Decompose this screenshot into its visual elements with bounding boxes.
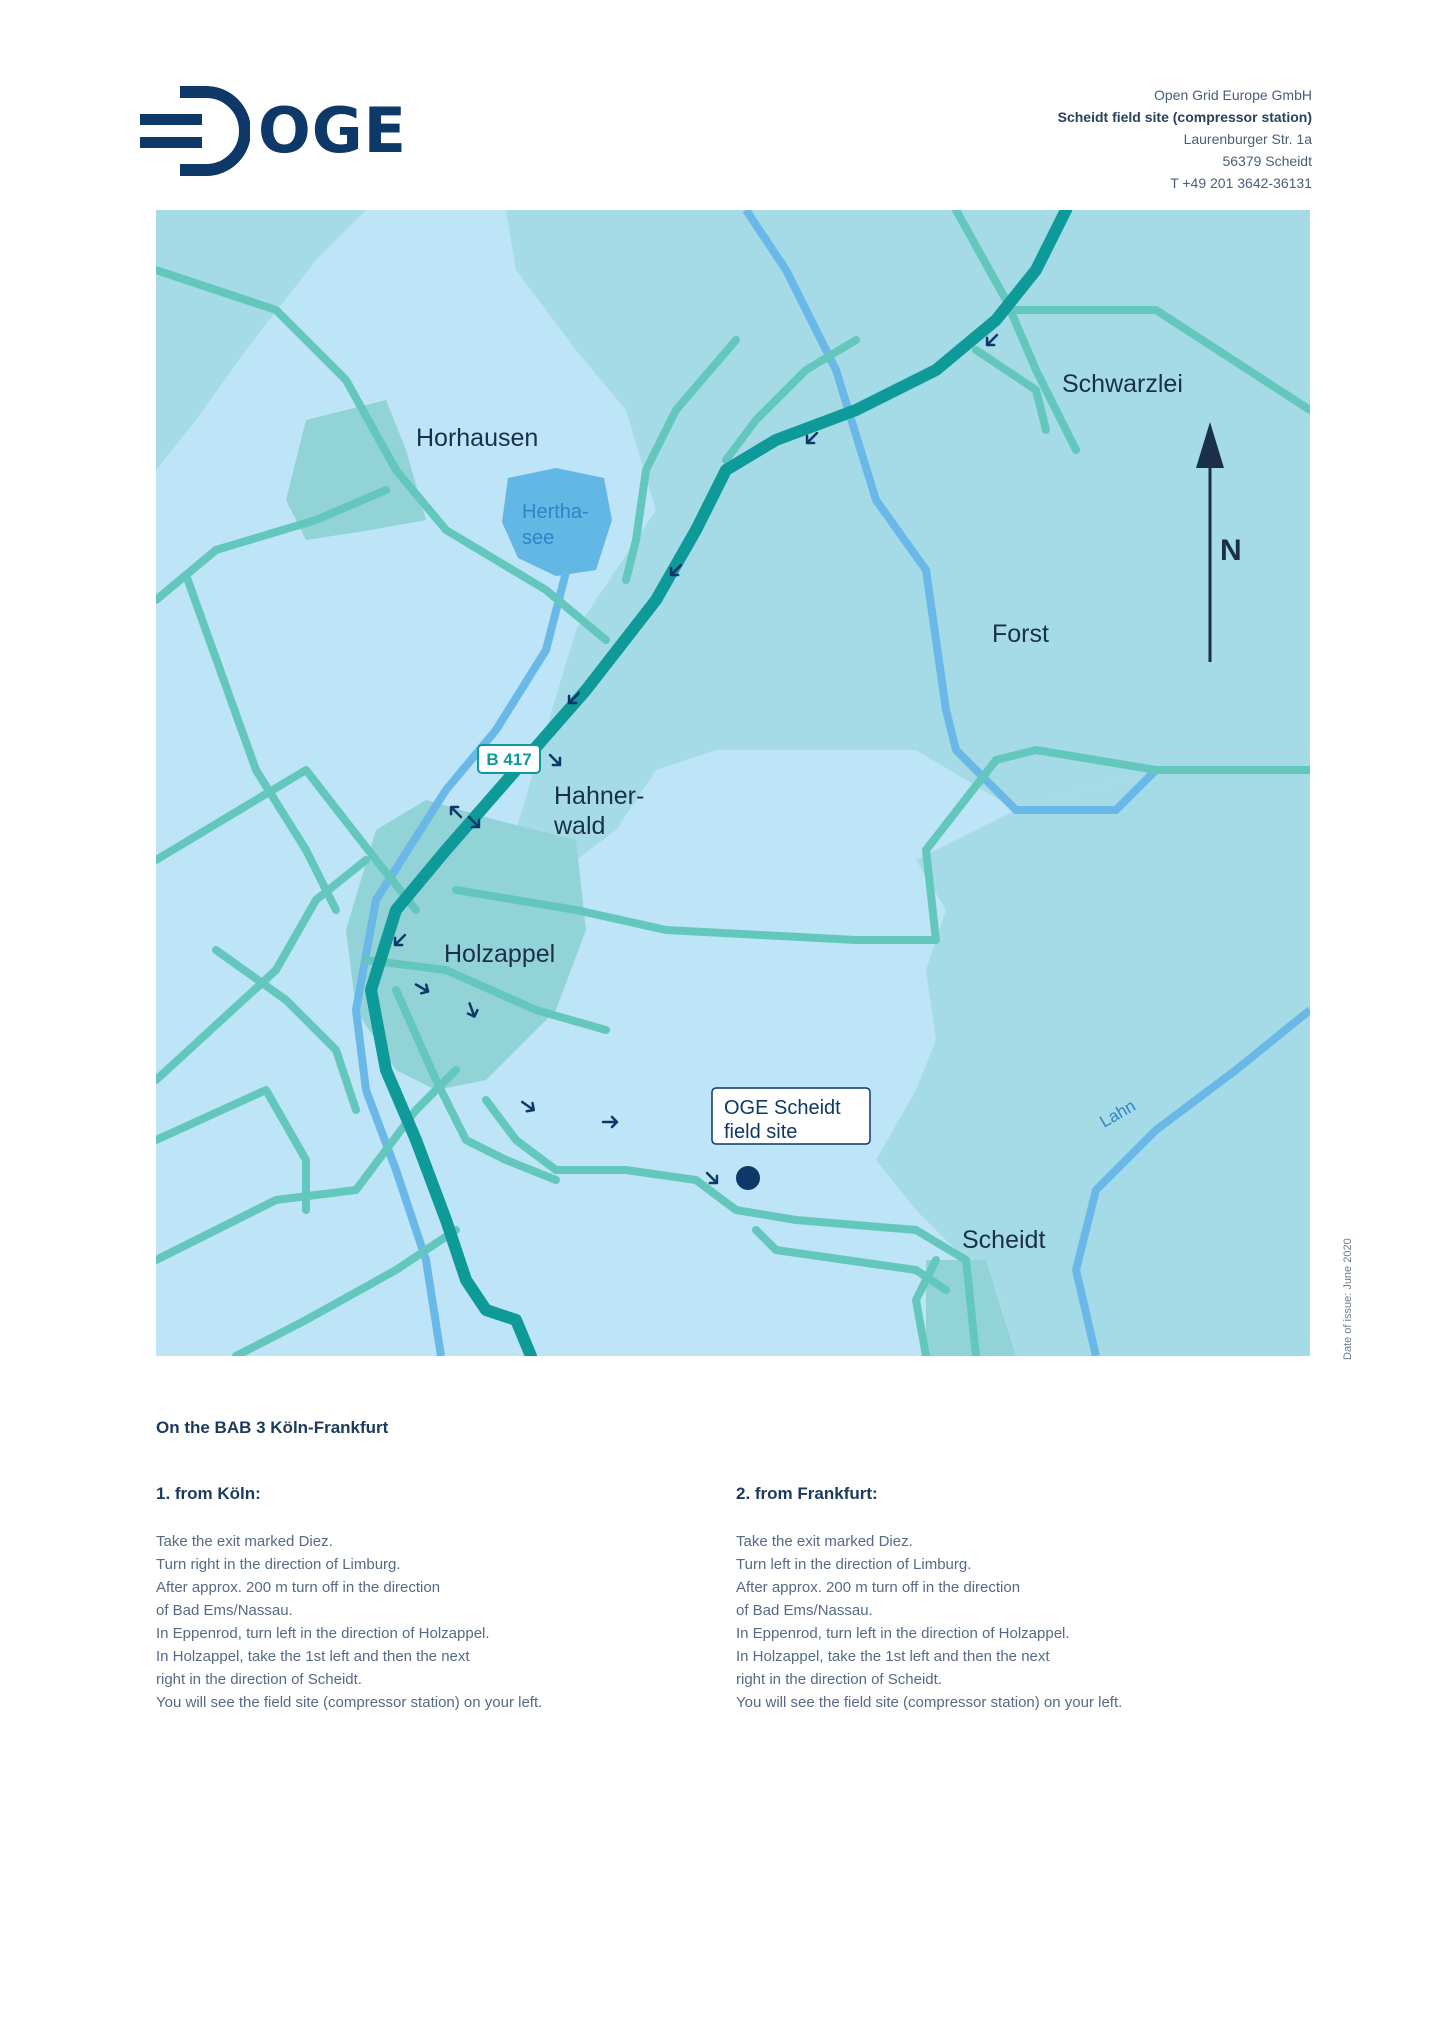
frankfurt-line: You will see the field site (compressor station) on your left. bbox=[736, 1694, 1123, 1711]
route-title: On the BAB 3 Köln-Frankfurt bbox=[156, 1418, 389, 1437]
logo-wordmark: OGE bbox=[258, 94, 407, 167]
street: Laurenburger Str. 1a bbox=[1183, 131, 1312, 147]
site-marker-icon bbox=[736, 1166, 760, 1190]
oge-logo-icon bbox=[140, 86, 250, 176]
label-hahnerwald-line2: wald bbox=[554, 812, 606, 840]
heading-from-frankfurt: 2. from Frankfurt: bbox=[736, 1484, 878, 1503]
site-name: Scheidt field site (compressor station) bbox=[1057, 109, 1312, 125]
label-lahn: Lahn bbox=[1096, 1096, 1139, 1132]
phone: T +49 201 3642-36131 bbox=[1170, 175, 1312, 191]
frankfurt-line: In Holzappel, take the 1st left and then the next bbox=[736, 1648, 1050, 1665]
frankfurt-line: In Eppenrod, turn left in the direction of Holzappel. bbox=[736, 1625, 1070, 1642]
directions-from-frankfurt bbox=[736, 1484, 1296, 1714]
company-name: Open Grid Europe GmbH bbox=[1154, 87, 1312, 103]
koeln-line: right in the direction of Scheidt. bbox=[156, 1671, 362, 1688]
b417-badge bbox=[478, 745, 540, 773]
koeln-line: After approx. 200 m turn off in the direction bbox=[156, 1579, 441, 1596]
address-block bbox=[1058, 84, 1312, 194]
site-label-line1: OGE Scheidt bbox=[724, 1097, 841, 1119]
site-label-line2: field site bbox=[724, 1121, 798, 1143]
heading-from-koeln: 1. from Köln: bbox=[156, 1484, 261, 1503]
b417-label: B 417 bbox=[486, 750, 532, 769]
frankfurt-line: of Bad Ems/Nassau. bbox=[736, 1602, 873, 1619]
koeln-line: In Holzappel, take the 1st left and then the next bbox=[156, 1648, 470, 1665]
label-forst: Forst bbox=[992, 620, 1049, 648]
frankfurt-line: Turn left in the direction of Limburg. bbox=[736, 1556, 972, 1573]
date-of-issue: Date of issue: June 2020 bbox=[1342, 1238, 1354, 1360]
site-map bbox=[156, 210, 1310, 1356]
koeln-line: Take the exit marked Diez. bbox=[156, 1533, 333, 1550]
oge-logo bbox=[140, 86, 430, 176]
label-scheidt: Scheidt bbox=[962, 1226, 1046, 1254]
koeln-line: Turn right in the direction of Limburg. bbox=[156, 1556, 401, 1573]
frankfurt-line: Take the exit marked Diez. bbox=[736, 1533, 913, 1550]
label-horhausen: Horhausen bbox=[416, 424, 539, 452]
koeln-line: You will see the field site (compressor station) on your left. bbox=[156, 1694, 543, 1711]
koeln-line: of Bad Ems/Nassau. bbox=[156, 1602, 293, 1619]
label-schwarzlei: Schwarzlei bbox=[1062, 370, 1183, 398]
directions-from-koeln bbox=[156, 1484, 716, 1714]
label-hahnerwald-line1: Hahner- bbox=[554, 782, 645, 810]
frankfurt-line: right in the direction of Scheidt. bbox=[736, 1671, 942, 1688]
north-label: N bbox=[1220, 534, 1242, 567]
city: 56379 Scheidt bbox=[1222, 153, 1312, 169]
label-holzappel: Holzappel bbox=[444, 940, 556, 968]
label-herthasee-line2: see bbox=[522, 527, 555, 549]
label-herthasee-line1: Hertha- bbox=[522, 501, 589, 523]
site-callout bbox=[712, 1088, 870, 1144]
koeln-line: In Eppenrod, turn left in the direction of Holzappel. bbox=[156, 1625, 490, 1642]
frankfurt-line: After approx. 200 m turn off in the direction bbox=[736, 1579, 1021, 1596]
